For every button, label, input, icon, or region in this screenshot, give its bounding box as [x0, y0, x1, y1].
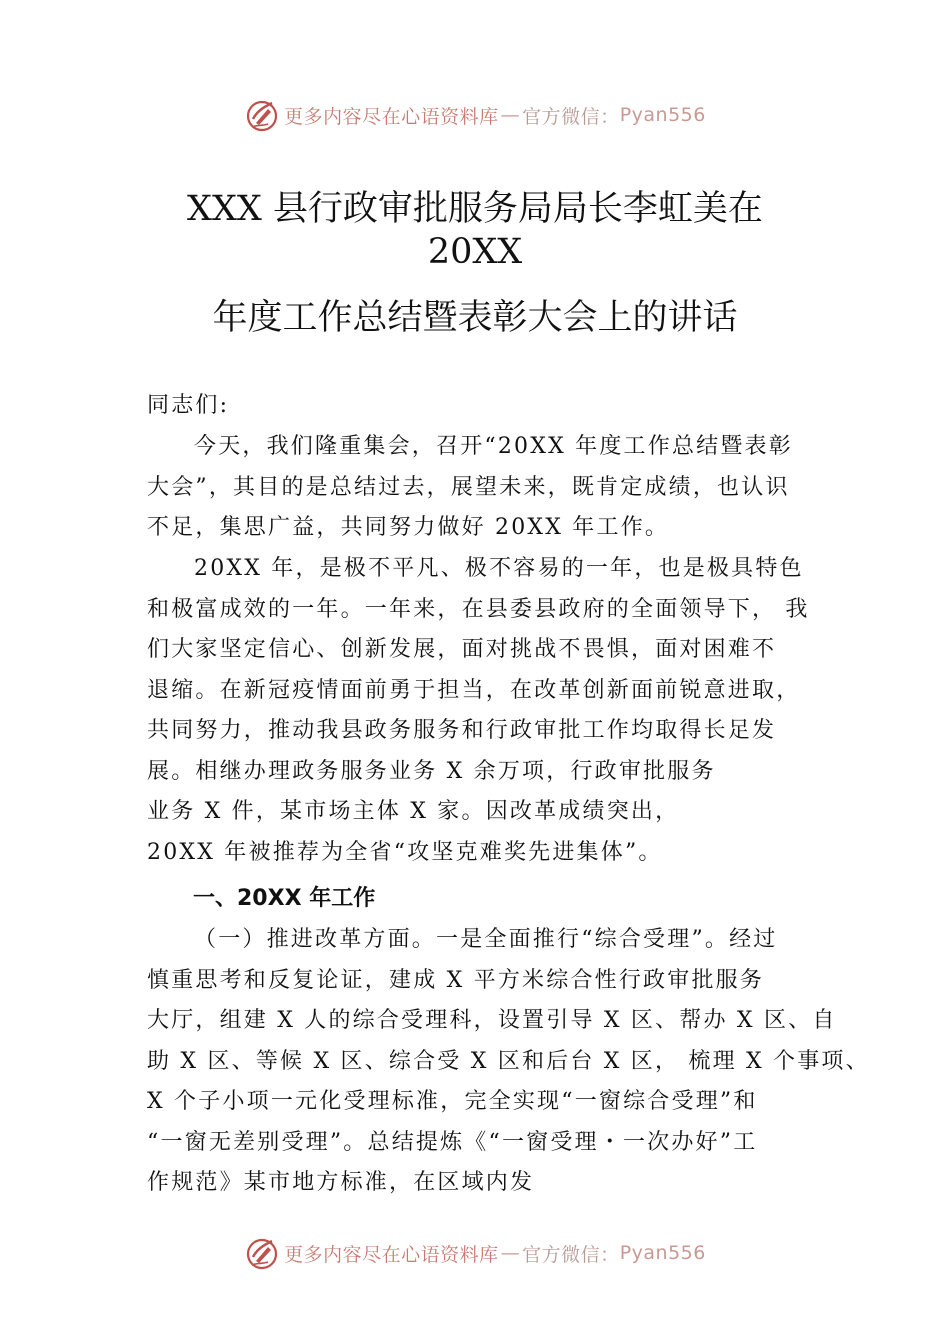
watermark-separator: — [500, 1242, 521, 1264]
watermark-label: 更多内容尽在心语资料库 [284, 105, 499, 128]
paragraph-3 [147, 920, 870, 1204]
greeting: 同志们: [147, 393, 230, 418]
watermark-account: Pyan556 [619, 1242, 706, 1264]
watermark-wechat-label: 官方微信： [522, 105, 620, 128]
paragraph-line: 退缩。在新冠疫情面前勇于担当，在改革创新面前锐意进取， [147, 677, 801, 703]
watermark-header [0, 95, 950, 135]
paragraph-line: 不足，集思广益，共同努力做好 20XX 年工作。 [147, 515, 670, 540]
document-title-line-2: 20XX [427, 232, 523, 272]
paragraph-2 [147, 549, 827, 873]
paragraph-line: 今天，我们隆重集会，召开“20XX 年度工作总结暨表彰 [194, 434, 793, 459]
watermark-account: Pyan556 [619, 104, 706, 126]
pen-logo-icon [244, 97, 280, 133]
paragraph-line: 大厅，组建 X 人的综合受理科，设置引导 X 区、帮办 X 区、自 [147, 1008, 837, 1033]
pen-logo-icon [244, 1235, 280, 1271]
paragraph-line: 业务 X 件，某市场主体 X 家。因改革成绩突出， [147, 799, 680, 824]
paragraph-line: “一窗无差别受理”。总结提炼《“一窗受理・一次办好”工 [147, 1129, 758, 1155]
paragraph-line: X 个子小项一元化受理标准，完全实现“一窗综合受理”和 [147, 1089, 758, 1114]
watermark-separator: — [500, 104, 521, 126]
watermark-wechat-label: 官方微信： [522, 1243, 620, 1266]
paragraph-line: 助 X 区、等候 X 区、综合受 X 区和后台 X 区， 梳理 X 个事项、 [147, 1048, 870, 1074]
watermark-footer [0, 1233, 950, 1273]
paragraph-line: 们大家坚定信心、创新发展，面对挑战不畏惧，面对困难不 [147, 637, 777, 662]
document-title-line-1: XXX 县行政审批服务局局长李虹美在 [187, 189, 763, 229]
paragraph-line: 20XX 年被推荐为全省“攻坚克难奖先进集体”。 [147, 839, 663, 865]
section-heading: 一、20XX 年工作 [193, 886, 376, 911]
paragraph-line: 20XX 年，是极不平凡、极不容易的一年，也是极具特色 [194, 556, 804, 581]
paragraph-line: 慎重思考和反复论证，建成 X 平方米综合性行政审批服务 [147, 967, 765, 993]
paragraph-line: 大会”，其目的是总结过去，展望未来，既肯定成绩，也认识 [147, 474, 790, 500]
document-title-line-3: 年度工作总结暨表彰大会上的讲话 [212, 298, 738, 338]
paragraph-line: 共同努力，推动我县政务服务和行政审批工作均取得长足发 [147, 718, 777, 743]
paragraph-line: 作规范》某市地方标准，在区域内发 [147, 1170, 535, 1195]
watermark-label: 更多内容尽在心语资料库 [284, 1243, 499, 1266]
paragraph-line: （一）推进改革方面。一是全面推行“综合受理”。经过 [194, 927, 778, 952]
paragraph-line: 和极富成效的一年。一年来，在县委县政府的全面领导下， 我 [147, 596, 810, 622]
paragraph-line: 展。相继办理政务服务业务 X 余万项，行政审批服务 [147, 758, 716, 784]
paragraph-1 [147, 427, 827, 549]
